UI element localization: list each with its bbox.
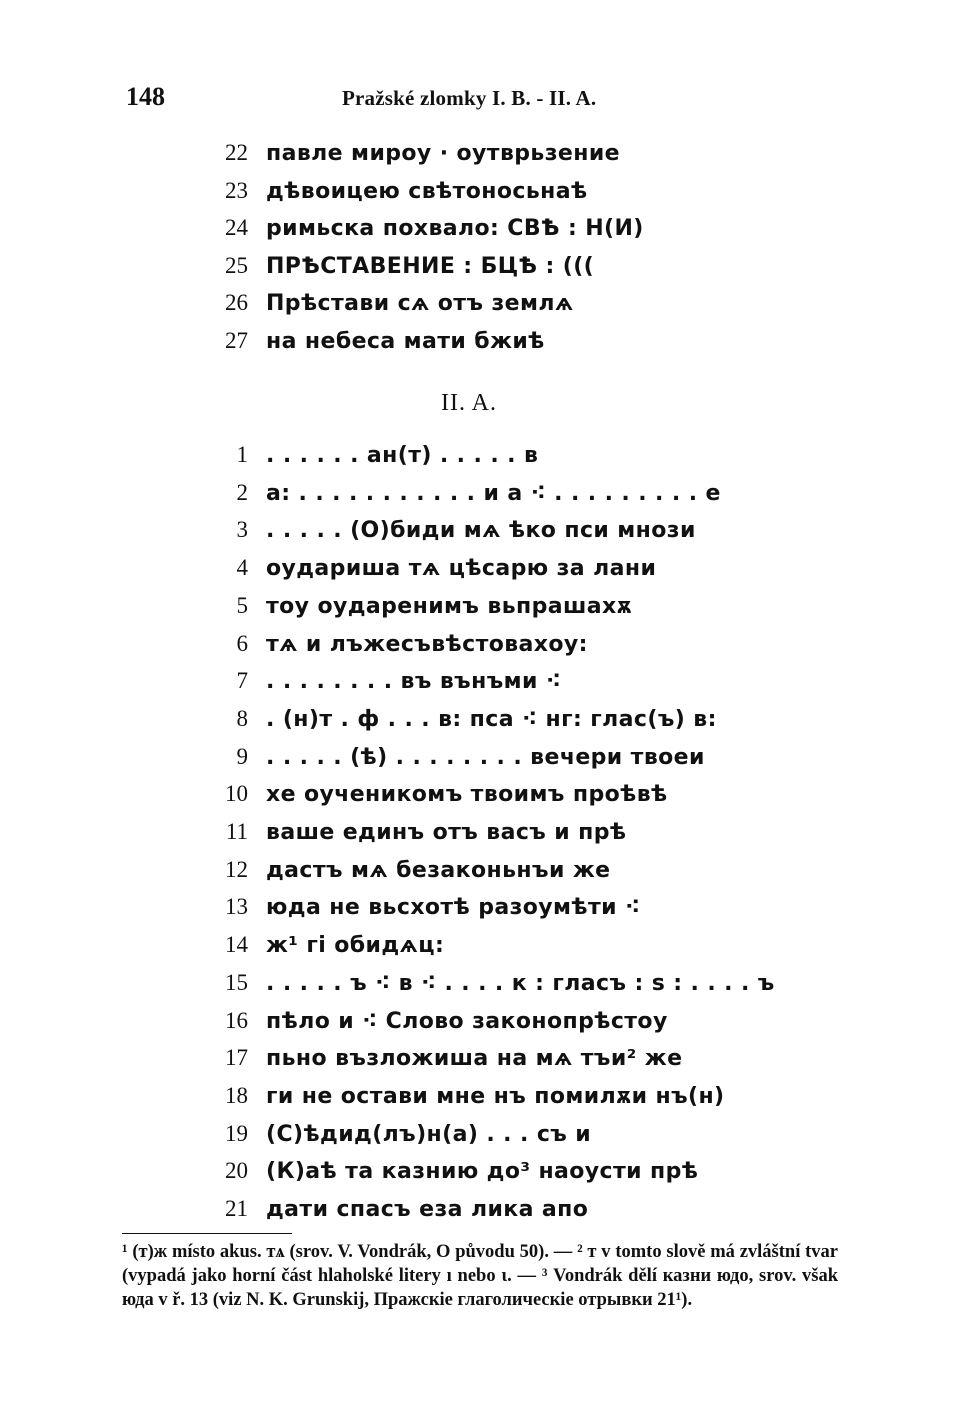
line-text: . (н)т . ф . . . в: пса ⁖ нг: глас(ъ) в: bbox=[266, 706, 717, 732]
line-number: 21 bbox=[225, 1196, 248, 1221]
line-number: 16 bbox=[225, 1007, 248, 1033]
line-text: тѧ и лъжесъвѣстовахоу: bbox=[266, 631, 588, 657]
line-number: 18 bbox=[225, 1082, 248, 1108]
line-text: дѣвоицею свѣтоносьнаѣ bbox=[266, 178, 588, 204]
line-text: ваше единъ отъ васъ и прѣ bbox=[266, 820, 627, 845]
line-text: пѣло и ⁖ Слово законопрѣстоу bbox=[266, 1008, 668, 1034]
line-number: 27 bbox=[225, 328, 248, 353]
line-text: . . . . . (О)биди мѧ ѣко пси мнози bbox=[266, 518, 696, 544]
line-text: . . . . . ъ ⁖ в ⁖ . . . . к : гласъ : ѕ : . . . . ъ bbox=[266, 970, 775, 996]
line-text: дати спасъ еза лика апо bbox=[266, 1197, 589, 1222]
line-text: на небеса мати бжиѣ bbox=[266, 329, 545, 354]
line-number: 19 bbox=[225, 1120, 248, 1146]
line-number: 6 bbox=[236, 630, 248, 656]
line-text: ж¹ гi обидѧц: bbox=[266, 933, 445, 959]
line-number: 22 bbox=[225, 140, 248, 165]
footnote-rule bbox=[122, 1233, 292, 1234]
line-text: ги не остави мне нъ помилѫи нъ(н) bbox=[266, 1083, 725, 1109]
line-text: пьно възложиша на мѧ тъи² же bbox=[266, 1046, 683, 1072]
line-number: 25 bbox=[225, 252, 248, 278]
line-text: оударишa тѧ цѣсарю за лани bbox=[266, 556, 657, 582]
line-number: 4 bbox=[236, 555, 248, 581]
line-number: 13 bbox=[225, 894, 248, 920]
line-number: 10 bbox=[225, 781, 248, 807]
line-number: 17 bbox=[225, 1045, 248, 1071]
line-number: 23 bbox=[225, 177, 248, 203]
line-text: . . . . . (ѣ) . . . . . . . . вечери твоеи bbox=[266, 744, 705, 770]
line-number: 1 bbox=[236, 442, 248, 467]
line-number: 15 bbox=[225, 969, 248, 995]
running-title: Pražské zlomky I. B. - II. A. bbox=[342, 86, 597, 110]
line-number: 2 bbox=[236, 479, 248, 505]
line-number: 14 bbox=[225, 932, 248, 958]
line-number: 8 bbox=[236, 705, 248, 731]
line-text: а: . . . . . . . . . . . и а ⁖ . . . . . . . . . е bbox=[266, 480, 721, 506]
line-number: 5 bbox=[236, 592, 248, 618]
footnote-text: ¹ (т)ж místo akus. тѧ (srov. V. Vondrák, O původu 50). — ² т v tomto slově má zvláštní tvar (vypadá jako horní část hlaholské litery ı nebo ι. — ³ Vondrák dělí казни юдо, srov. však юда v ř. 13 (viz N. K. Grunskij, Пражскіе глаголическіе отрывки 21¹). bbox=[122, 1242, 838, 1310]
line-number: 24 bbox=[225, 215, 248, 241]
line-number: 20 bbox=[225, 1158, 248, 1184]
footnotes bbox=[122, 1240, 838, 1312]
line-text: дастъ мѧ безаконьнъи же bbox=[266, 857, 611, 883]
line-text: ПРѢСТАВЕНИЕ : БЦѢ : ((( bbox=[266, 253, 595, 279]
line-number: 12 bbox=[225, 856, 248, 882]
line-number: 3 bbox=[236, 517, 248, 543]
line-text: (К)аѣ та казнию до³ наоусти прѣ bbox=[266, 1159, 699, 1185]
line-text: . . . . . . . . въ вънъми ⁖ bbox=[266, 669, 562, 695]
line-text: юда не вьсхотѣ разоумѣти ⁖ bbox=[266, 895, 641, 921]
line-number: 9 bbox=[236, 743, 248, 769]
line-text: (С)ѣдид(лъ)н(а) . . . съ и bbox=[266, 1121, 592, 1147]
line-text: хе оученикомъ твоимъ проѣвѣ bbox=[266, 782, 668, 808]
line-number: 11 bbox=[225, 819, 248, 844]
line-text: римьска похвало: СВѢ : Н(И) bbox=[266, 216, 644, 242]
line-number: 7 bbox=[236, 668, 248, 694]
line-number: 26 bbox=[225, 290, 248, 316]
section-heading: II. A. bbox=[441, 390, 497, 416]
page-number: 148 bbox=[126, 82, 165, 111]
line-text: павле мироу · оутврьзение bbox=[266, 141, 620, 166]
line-text: Прѣстави сѧ отъ землѧ bbox=[266, 291, 574, 317]
line-text: . . . . . . ан(т) . . . . . в bbox=[266, 443, 539, 468]
line-text: тоу оударенимъ вьпрашахѫ bbox=[266, 593, 633, 619]
